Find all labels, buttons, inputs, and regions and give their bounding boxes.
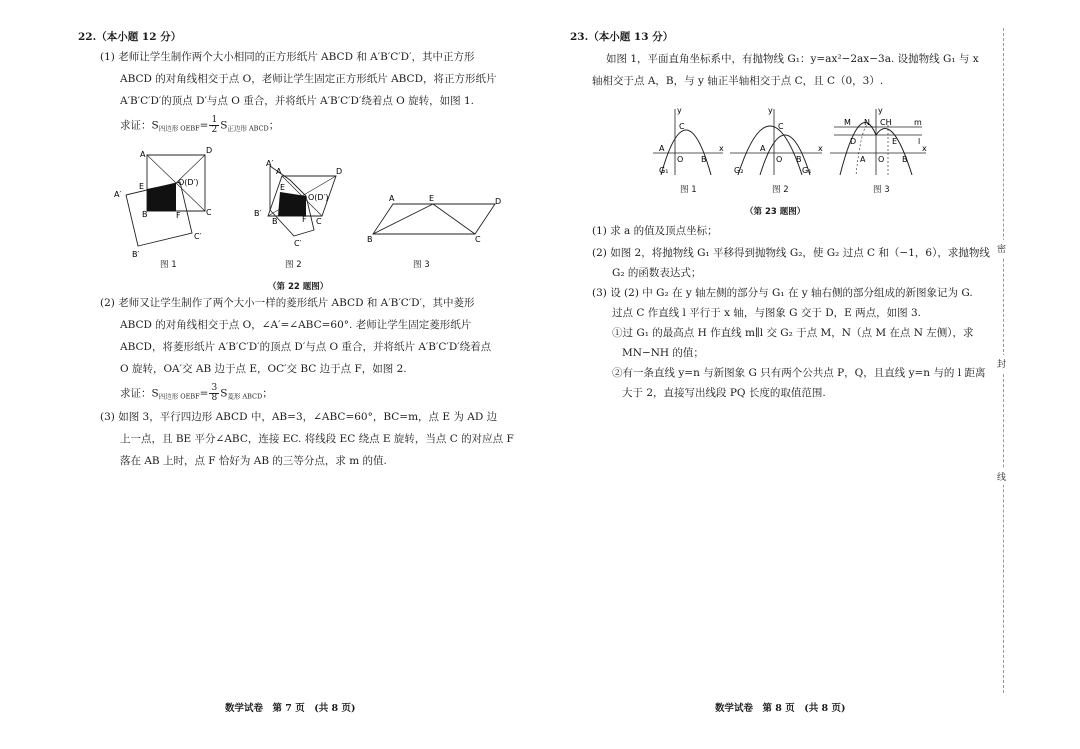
fig3-label: C — [475, 235, 481, 244]
q23-fig2-caption: 图 2 — [772, 185, 789, 195]
fig1-label: B′ — [132, 250, 140, 259]
q22-p2-line3: ABCD，将菱形纸片 A′B′C′D′的顶点 D′与点 O 重合，并将纸片 A′B′C′D′绕着点 — [120, 341, 492, 353]
g3-label: B — [902, 155, 908, 164]
fig1-label: O(D′) — [178, 178, 199, 187]
q22-proof1: 求证：$S_{四边形 OEBF}=$ $\frac{1}{2}$ $S_{正边形 ABCD}$； — [120, 115, 280, 135]
q23-item-2b: G₂ 的函数表达式； — [612, 267, 702, 279]
q22-fig2-caption: 图 2 — [285, 260, 302, 270]
g1-label: y — [677, 106, 682, 115]
g2-label: O — [776, 155, 783, 164]
g3-label: m — [914, 118, 922, 127]
q22-figure-title: （第 22 题图） — [268, 282, 329, 292]
q23-item-2a: (2) 如图 2，将抛物线 G₁ 平移得到抛物线 G₂，使 G₂ 过点 C 和（−1，6），求抛物线 — [592, 247, 990, 259]
g1-label: x — [719, 144, 724, 153]
q23-figure-2 — [730, 105, 825, 181]
q23-figure-1 — [653, 105, 728, 181]
right-page — [540, 0, 1080, 749]
q23-item-3f: 大于 2，直接写出线段 PQ 长度的取值范围. — [622, 387, 826, 399]
fig1-label: A′ — [114, 190, 122, 199]
q23-item-3d: MN−NH 的值； — [622, 347, 704, 359]
g2-label: y — [768, 106, 773, 115]
q22-p3-line3: 落在 AB 上时，点 F 恰好为 AB 的三等分点，求 m 的值. — [120, 455, 387, 467]
q22-header: 22.（本小题 12 分） — [78, 31, 182, 43]
q22-p1-line2: ABCD 的对角线相交于点 O，老师让学生固定正方形纸片 ABCD，将正方形纸片 — [120, 73, 497, 85]
g1-label: A — [659, 144, 665, 153]
q23-fig3-caption: 图 3 — [873, 185, 890, 195]
q22-figure-2 — [250, 158, 360, 252]
fig1-label: E — [139, 182, 145, 191]
q23-item-3c: ①过 G₁ 的最高点 H 作直线 m∥l 交 G₂ 于点 M，N（点 M 在点 N 左侧），求 — [612, 327, 974, 339]
q22-p3-line2: 上一点，且 BE 平分∠ABC，连接 EC. 将线段 EC 绕点 E 旋转，当点 C 的对应点 F — [120, 433, 514, 445]
g2-label: A — [760, 144, 766, 153]
q22-p2-line4: O 旋转，OA′交 AB 边于点 E，OC′交 BC 边于点 F，如图 2. — [120, 363, 407, 375]
fig1-label: C — [206, 208, 212, 217]
fig3-label: A — [389, 194, 395, 203]
q23-intro-line2: 轴相交于点 A，B，与 y 轴正半轴相交于点 C，且 C（0，3）. — [592, 75, 884, 87]
fig1-label: F — [176, 211, 181, 220]
g1-label: O — [677, 155, 684, 164]
g3-label: CH — [880, 118, 892, 127]
g3-label: y — [878, 106, 883, 115]
fig1-label: B — [142, 210, 148, 219]
q23-figure-title: （第 23 题图） — [745, 207, 806, 217]
g2-label: x — [818, 144, 823, 153]
q23-fig1-caption: 图 1 — [680, 185, 697, 195]
fig1-label: D — [206, 146, 213, 155]
g2-label: B — [796, 155, 802, 164]
fig3-label: D — [495, 197, 502, 206]
g3-label: E — [892, 137, 898, 146]
q22-p2-line1: (2) 老师又让学生制作了两个大小一样的菱形纸片 ABCD 和 A′B′C′D′，其中菱形 — [100, 297, 475, 309]
g3-label: l — [918, 137, 921, 146]
fig3-label: E — [429, 194, 435, 203]
q22-p1-line1: (1) 老师让学生制作两个大小相同的正方形纸片 ABCD 和 A′B′C′D′，其中正方形 — [100, 51, 475, 63]
binding-mark: 密 — [997, 240, 1006, 257]
g1-label: B — [701, 155, 707, 164]
q22-fig3-caption: 图 3 — [413, 260, 430, 270]
binding-mark: 线 — [997, 468, 1006, 485]
q23-item-3a: (3) 设 (2) 中 G₂ 在 y 轴左侧的部分与 G₁ 在 y 轴右侧的部分组成的新图象记为 G. — [592, 287, 973, 299]
q23-item-3e: ②有一条直线 y=n 与新图象 G 只有两个公共点 P，Q，且直线 y=n 与的 l 距离 — [612, 367, 986, 379]
fig1-label: A — [140, 150, 146, 159]
fig2-label: B′ — [254, 209, 262, 218]
fig2-label: C′ — [294, 239, 302, 248]
q22-figure-1 — [110, 145, 220, 264]
binding-mark: 封 — [997, 355, 1006, 372]
fig3-label: B — [367, 235, 373, 244]
q23-item-1: (1) 求 a 的值及顶点坐标； — [592, 225, 718, 237]
q23-header: 23.（本小题 13 分） — [570, 31, 674, 43]
fig1-label: C′ — [194, 232, 202, 241]
fig2-label: B — [272, 217, 278, 226]
g3-label: x — [922, 144, 927, 153]
q22-p1-line3: A′B′C′D′的顶点 D′与点 O 重合，并将纸片 A′B′C′D′绕着点 O 旋转，如图 1. — [120, 95, 474, 107]
g2-label: G₁ — [802, 166, 812, 175]
fig2-label: E — [280, 183, 286, 192]
g3-label: O — [878, 155, 885, 164]
fig2-label: A′ — [266, 159, 274, 168]
fig2-label: O(D′) — [308, 193, 329, 202]
fig2-label: D — [336, 167, 343, 176]
g3-label: N — [864, 118, 870, 127]
fig2-label: F — [302, 215, 307, 224]
g1-label: C — [679, 122, 685, 131]
g3-label: M — [844, 118, 851, 127]
g2-label: C — [778, 122, 784, 131]
g2-label: G₂ — [734, 166, 744, 175]
fig2-label: A — [276, 167, 282, 176]
q22-figure-3 — [365, 192, 500, 251]
q23-item-3b: 过点 C 作直线 l 平行于 x 轴，与图象 G 交于 D，E 两点，如图 3. — [612, 307, 922, 319]
q22-p3-line1: (3) 如图 3，平行四边形 ABCD 中，AB=3，∠ABC=60°，BC=m，点 E 为 AD 边 — [100, 411, 498, 423]
q22-fig1-caption: 图 1 — [160, 260, 177, 270]
g3-label: D — [850, 137, 857, 146]
q23-figure-3 — [830, 105, 930, 181]
q22-proof2: 求证：$S_{四边形 OEBF}=$ $\frac{3}{8}$ $S_{菱形 ABCD}$； — [120, 383, 273, 403]
right-page-footer: 数学试卷 第 8 页 (共 8 页) — [715, 703, 846, 714]
left-page-footer: 数学试卷 第 7 页 (共 8 页) — [225, 703, 356, 714]
q23-intro-line1: 如图 1，平面直角坐标系中，有抛物线 G₁：y=ax²−2ax−3a. 设抛物线 G₁ 与 x — [606, 53, 979, 65]
g1-label: G₁ — [659, 166, 669, 175]
q22-p2-line2: ABCD 的对角线相交于点 O，∠A′=∠ABC=60°. 老师让学生固定菱形纸片 — [120, 319, 472, 331]
g3-label: A — [860, 155, 866, 164]
fig2-label: C — [316, 217, 322, 226]
